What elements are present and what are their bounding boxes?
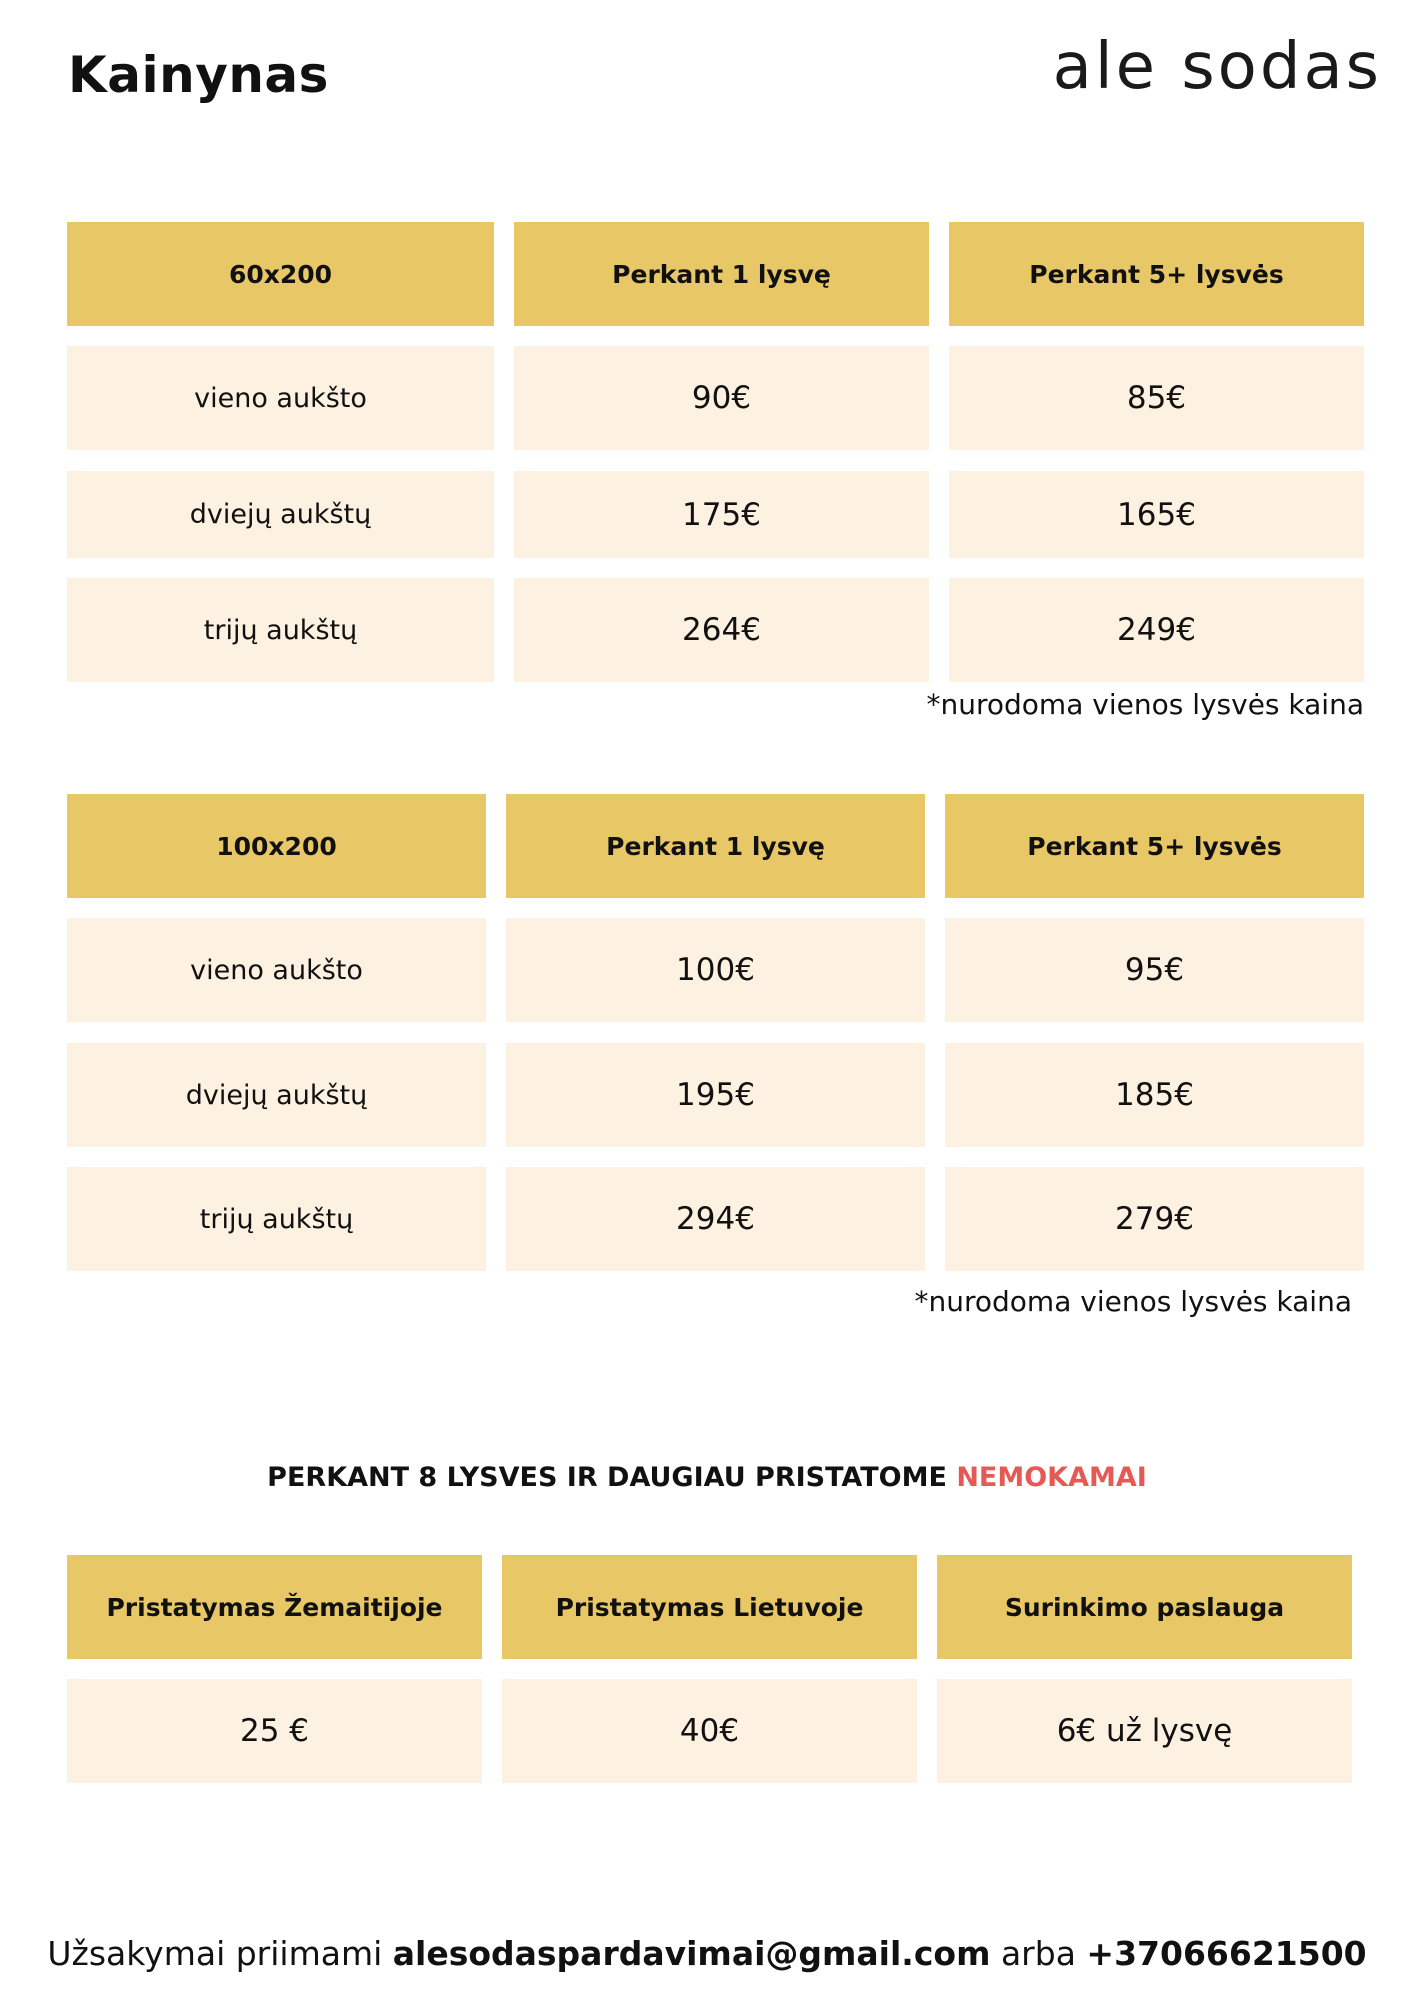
delivery-header-assembly: Surinkimo paslauga	[937, 1555, 1352, 1659]
footer-prefix: Užsakymai priimami	[47, 1934, 393, 1973]
delivery-price-lietuva: 40€	[502, 1679, 917, 1783]
page-title: Kainynas	[68, 46, 329, 104]
price-cell: 294€	[506, 1167, 925, 1271]
free-delivery-promo	[0, 1462, 1414, 1493]
table-header-size: 100x200	[67, 794, 486, 898]
table-header-size: 60x200	[67, 222, 494, 326]
row-label: trijų aukštų	[67, 1167, 486, 1271]
price-note: *nurodoma vienos lysvės kaina	[926, 688, 1364, 721]
price-cell: 95€	[945, 918, 1364, 1022]
price-cell: 85€	[949, 346, 1364, 450]
price-cell: 185€	[945, 1043, 1364, 1147]
delivery-header-lietuva: Pristatymas Lietuvoje	[502, 1555, 917, 1659]
row-label: dviejų aukštų	[67, 1043, 486, 1147]
price-cell: 175€	[514, 471, 929, 558]
promo-highlight: NEMOKAMAI	[956, 1462, 1147, 1493]
brand-logo-text: ale sodas	[1052, 30, 1382, 104]
price-cell: 264€	[514, 578, 929, 682]
price-note: *nurodoma vienos lysvės kaina	[914, 1285, 1352, 1318]
price-cell: 279€	[945, 1167, 1364, 1271]
contact-email-link[interactable]: alesodaspardavimai@gmail.com	[392, 1934, 991, 1973]
table-header-single: Perkant 1 lysvę	[514, 222, 929, 326]
row-label: trijų aukštų	[67, 578, 494, 682]
table-header-bulk: Perkant 5+ lysvės	[949, 222, 1364, 326]
promo-text: PERKANT 8 LYSVES IR DAUGIAU PRISTATOME	[267, 1462, 957, 1493]
row-label: vieno aukšto	[67, 346, 494, 450]
row-label: vieno aukšto	[67, 918, 486, 1022]
row-label: dviejų aukštų	[67, 471, 494, 558]
price-cell: 249€	[949, 578, 1364, 682]
price-cell: 195€	[506, 1043, 925, 1147]
contact-phone-link[interactable]: +37066621500	[1086, 1934, 1367, 1973]
delivery-header-zemaitija: Pristatymas Žemaitijoje	[67, 1555, 482, 1659]
order-contact-line	[0, 1934, 1414, 1973]
delivery-price-zemaitija: 25 €	[67, 1679, 482, 1783]
footer-middle: arba	[990, 1934, 1087, 1973]
table-header-single: Perkant 1 lysvę	[506, 794, 925, 898]
price-cell: 165€	[949, 471, 1364, 558]
price-cell: 90€	[514, 346, 929, 450]
table-header-bulk: Perkant 5+ lysvės	[945, 794, 1364, 898]
assembly-price: 6€ už lysvę	[937, 1679, 1352, 1783]
price-cell: 100€	[506, 918, 925, 1022]
